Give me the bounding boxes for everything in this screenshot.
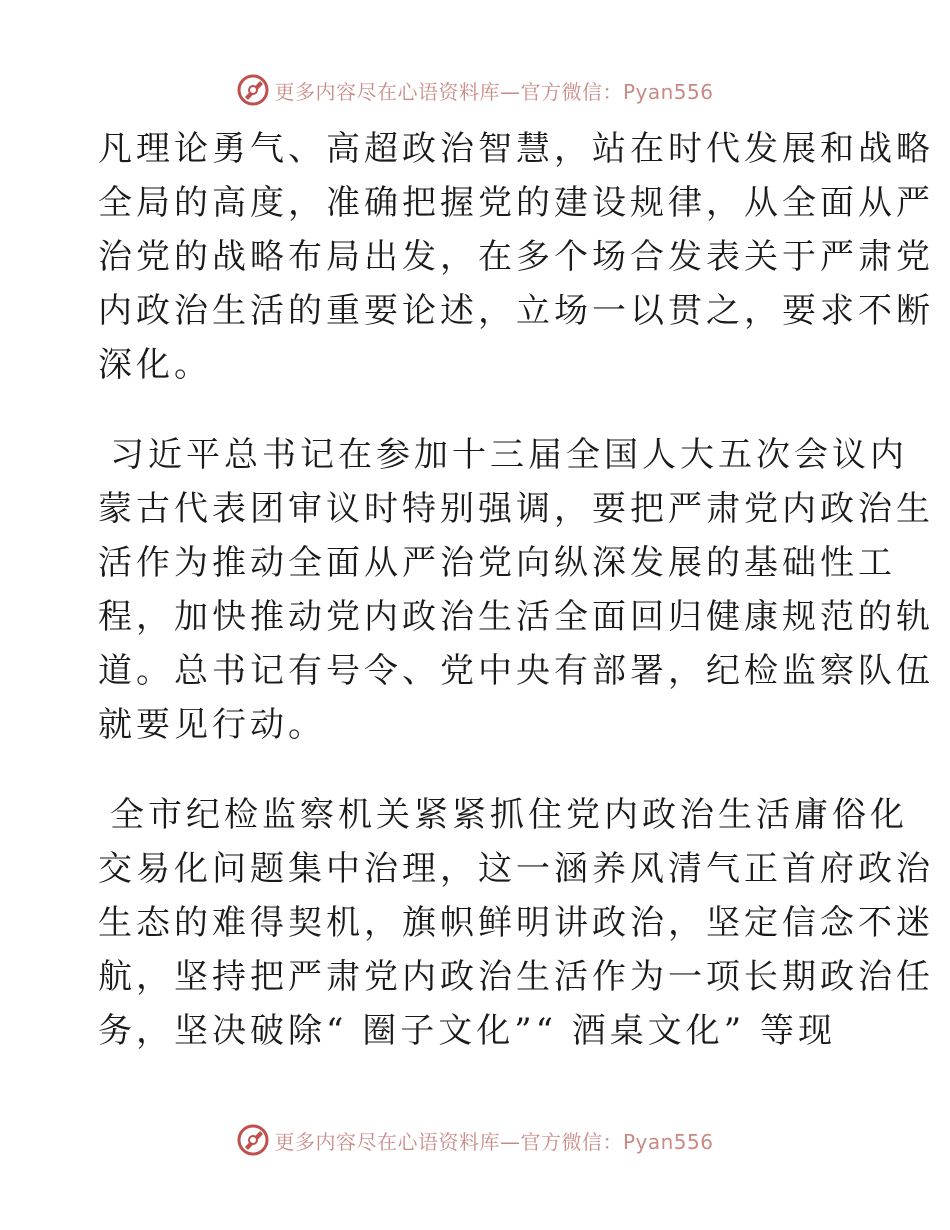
text-line: 全局的高度，准确把握党的建设规律，从全面从严 <box>98 183 934 223</box>
text-line: 生态的难得契机，旗帜鲜明讲政治，坚定信念不迷 <box>98 903 934 943</box>
text-line: 内政治生活的重要论述，立场一以贯之，要求不断 <box>98 291 934 331</box>
text-line: 全市纪检监察机关紧紧抓住党内政治生活庸俗化 <box>110 795 908 835</box>
paragraph-3 <box>98 788 934 1058</box>
watermark-header <box>0 70 950 110</box>
document-body <box>98 122 934 1058</box>
watermark-text: 更多内容尽在心语资料库—官方微信：Pyan556 <box>274 1129 714 1154</box>
text-line: 习近平总书记在参加十三届全国人大五次会议内 <box>110 435 908 475</box>
watermark-logo-icon <box>236 73 270 107</box>
text-line: 道。总书记有号令、党中央有部署，纪检监察队伍 <box>98 651 934 691</box>
watermark-footer <box>0 1120 950 1160</box>
paragraph-1 <box>98 122 934 392</box>
watermark-logo-icon <box>236 1123 270 1157</box>
text-line: 航，坚持把严肃党内政治生活作为一项长期政治任 <box>98 957 934 997</box>
text-line: 程，加快推动党内政治生活全面回归健康规范的轨 <box>98 597 934 637</box>
text-line: 活作为推动全面从严治党向纵深发展的基础性工 <box>98 543 896 583</box>
text-line: 就要见行动。 <box>98 705 326 745</box>
text-line: 治党的战略布局出发，在多个场合发表关于严肃党 <box>98 237 934 277</box>
text-line: 凡理论勇气、高超政治智慧，站在时代发展和战略 <box>98 129 934 169</box>
paragraph-2 <box>98 428 934 752</box>
text-line: 深化。 <box>98 345 212 385</box>
text-line: 蒙古代表团审议时特别强调，要把严肃党内政治生 <box>98 489 934 529</box>
watermark-text: 更多内容尽在心语资料库—官方微信：Pyan556 <box>274 79 714 104</box>
text-line: 务，坚决破除“ 圈子文化”“ 酒桌文化” 等现 <box>98 1011 836 1051</box>
text-line: 交易化问题集中治理，这一涵养风清气正首府政治 <box>98 849 934 889</box>
